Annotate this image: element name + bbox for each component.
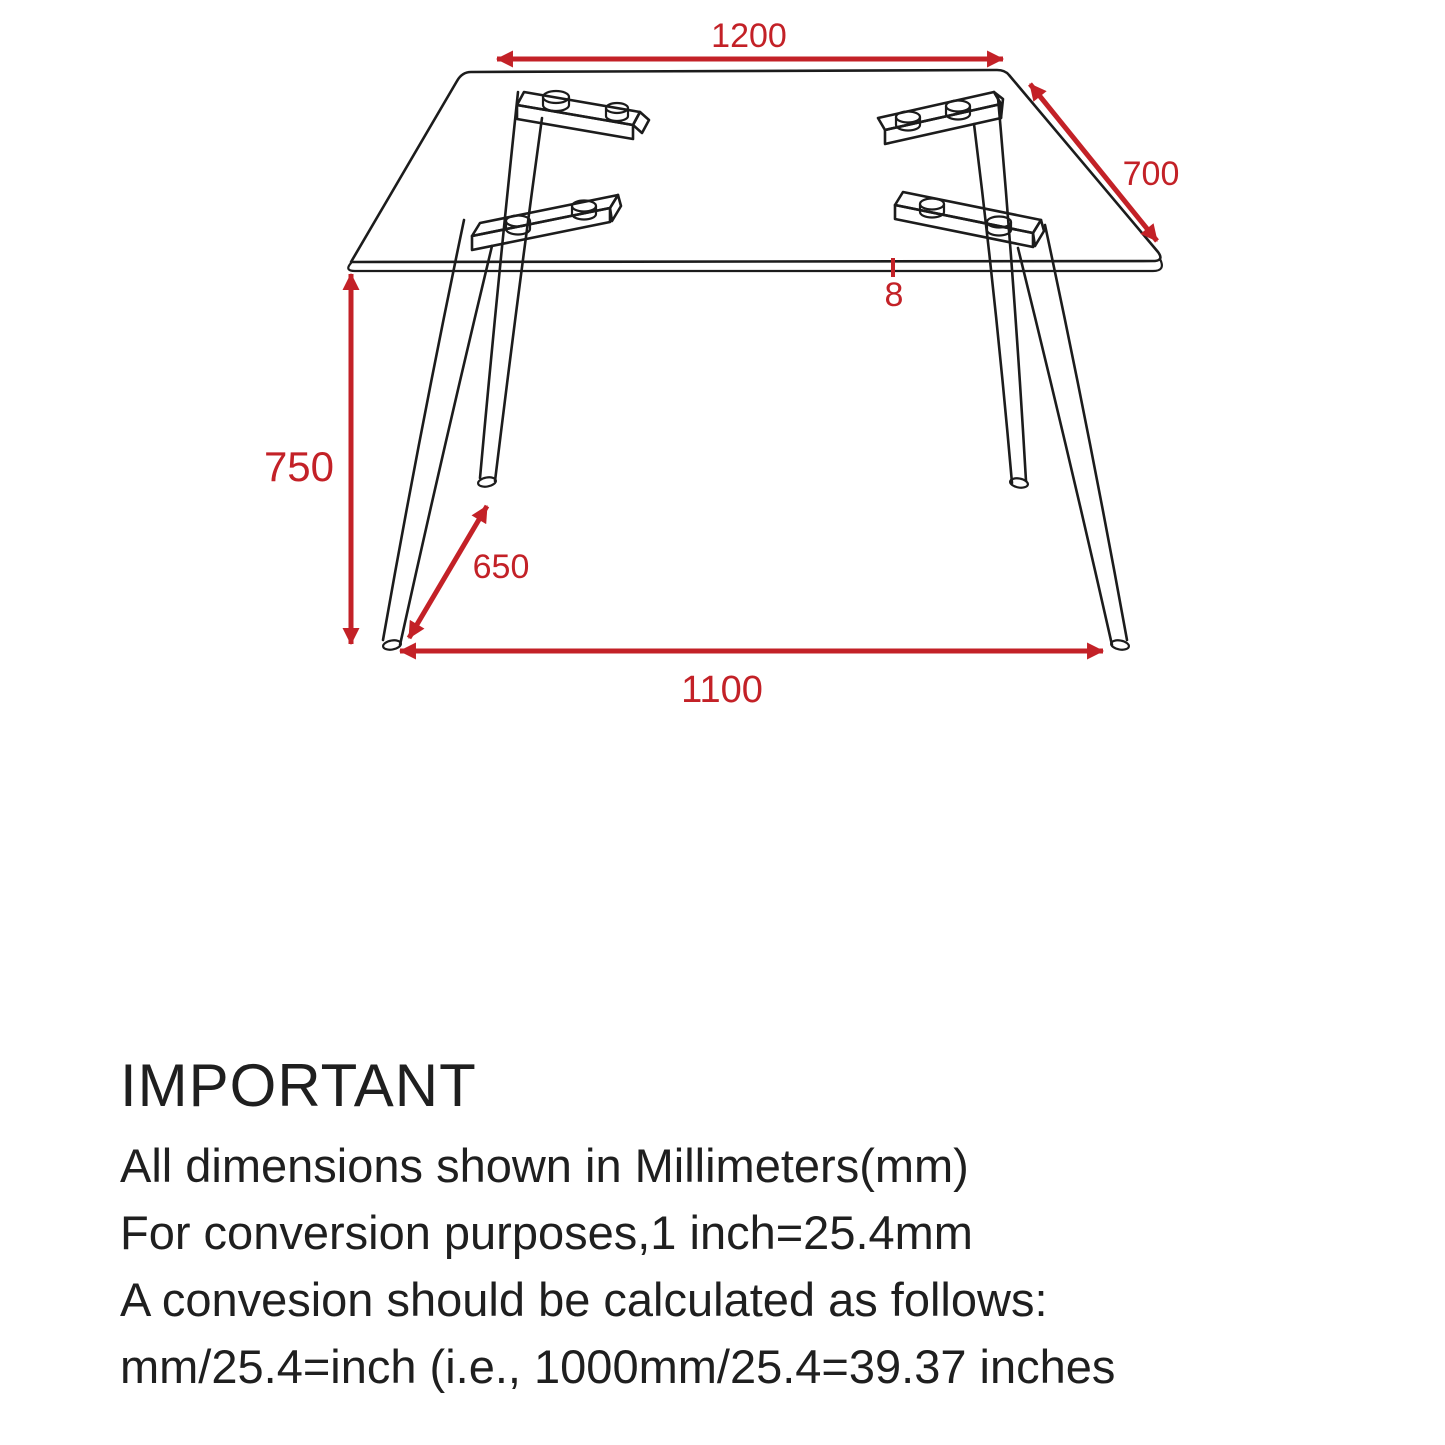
dim-table-height [264,274,351,644]
dim-base-width [400,651,1103,711]
screw-icon [946,101,970,112]
leg-outer-line [480,92,518,478]
notes-line-formula-intro: A convesion should be calculated as follows: [120,1273,1048,1326]
dim-top-depth [1030,84,1179,241]
dim-top-width [497,17,1003,59]
notes-line-units: All dimensions shown in Millimeters(mm) [120,1139,969,1192]
screw-icon [896,112,920,123]
bracket-front-left [472,195,621,250]
notes-heading: IMPORTANT [120,1052,477,1119]
dim-table-height-label: 750 [263,443,335,490]
screw-icon [506,216,530,227]
bracket-front-right [895,192,1044,247]
dim-glass-thickness-label: 8 [884,276,904,314]
dim-base-width-label: 1100 [681,669,763,711]
notes-body [120,1132,1115,1400]
dim-top-width-label: 1200 [711,17,787,55]
notes-block [120,1050,1115,1400]
dim-leg-length-label: 650 [472,548,530,586]
leg-outer-line [998,98,1026,481]
bracket-rear-right [878,92,1003,144]
bracket-front-face [895,205,1033,247]
leg-inner-line [495,118,542,481]
leg-rear-left [477,92,542,488]
leg-inner-line [974,124,1012,483]
bracket-end-face [633,112,649,133]
leg-rear-right [974,98,1029,489]
notes-line-formula: mm/25.4=inch (i.e., 1000mm/25.4=39.37 inches [120,1340,1116,1393]
dim-top-depth-label: 700 [1122,155,1180,193]
notes-line-conversion: For conversion purposes,1 inch=25.4mm [120,1206,973,1259]
bracket-top-face [895,192,1041,233]
screw-icon [920,199,944,210]
dim-glass-thickness [885,258,904,314]
leg-outer-line [1045,225,1127,640]
bracket-end-face [1033,220,1044,246]
bracket-front-face [472,208,610,250]
leg-inner-line [1018,248,1112,645]
bracket-end-face [610,195,621,221]
leg-front-right [1018,225,1130,651]
bracket-front-face [885,104,1001,144]
leg-outer-line [383,220,464,640]
bracket-rear-left [517,91,649,139]
